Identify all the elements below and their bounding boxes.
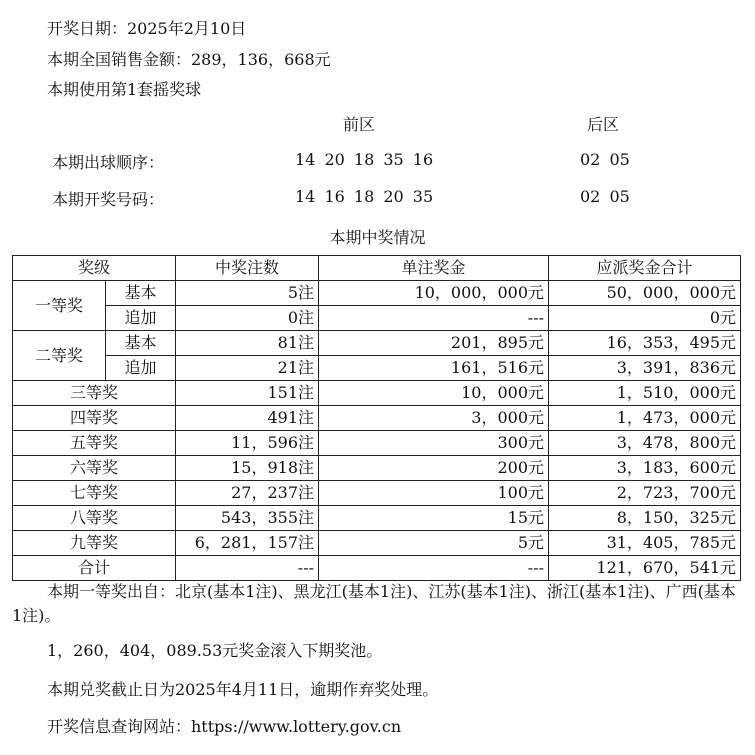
- win-count: 151注: [176, 381, 319, 406]
- prize-table-title: 本期中奖情况: [329, 228, 426, 247]
- ball-set: 本期使用第1套摇奖球: [47, 80, 202, 99]
- unit-prize: 201，895元: [319, 331, 549, 356]
- table-row: [13, 356, 741, 381]
- win-count: 0注: [176, 306, 319, 331]
- win-count: 6，281，157注: [176, 531, 319, 556]
- tier-sub: 基本: [106, 331, 176, 356]
- tier-sub: 追加: [106, 306, 176, 331]
- draw-order-back: 02 05: [580, 150, 630, 169]
- win-count: 81注: [176, 331, 319, 356]
- header-level: 奖级: [13, 256, 176, 281]
- win-count: 491注: [176, 406, 319, 431]
- unit-prize: 161，516元: [319, 356, 549, 381]
- table-row: [13, 531, 741, 556]
- tier-name: 九等奖: [13, 531, 176, 556]
- tier-name: 四等奖: [13, 406, 176, 431]
- tier-name: 六等奖: [13, 456, 176, 481]
- unit-prize: 10，000元: [319, 381, 549, 406]
- front-zone-header: 前区: [343, 115, 376, 134]
- tier-name: 三等奖: [13, 381, 176, 406]
- total-prize: 3，478，800元: [549, 431, 741, 456]
- win-count: 27，237注: [176, 481, 319, 506]
- winning-numbers-back: 02 05: [580, 187, 630, 206]
- total-prize: 0元: [549, 306, 741, 331]
- table-row: [13, 456, 741, 481]
- unit-prize: 10，000，000元: [319, 281, 549, 306]
- tier-name: 五等奖: [13, 431, 176, 456]
- win-count: 21注: [176, 356, 319, 381]
- first-prize-origin: 本期一等奖出自：北京(基本1注)、黑龙江(基本1注)、江苏(基本1注)、浙江(基本1注)、广西(基本1注)。: [12, 582, 736, 625]
- query-website: 开奖信息查询网站：https://www.lottery.gov.cn: [47, 717, 402, 736]
- tier-name: 二等奖: [13, 331, 106, 381]
- total-prize: 3，183，600元: [549, 456, 741, 481]
- table-row: [13, 306, 741, 331]
- draw-date: 开奖日期：2025年2月10日: [47, 19, 247, 38]
- sum-count: ---: [176, 556, 319, 581]
- sum-label: 合计: [13, 556, 176, 581]
- table-row: [13, 481, 741, 506]
- table-header-row: [13, 256, 741, 281]
- total-prize: 31，405，785元: [549, 531, 741, 556]
- winning-numbers-label: 本期开奖号码：: [52, 190, 165, 209]
- draw-order-front: 14 20 18 35 16: [295, 150, 434, 169]
- table-row: [13, 431, 741, 456]
- total-prize: 3，391，836元: [549, 356, 741, 381]
- header-total: 应派奖金合计: [549, 256, 741, 281]
- table-row: [13, 331, 741, 356]
- claim-deadline: 本期兑奖截止日为2025年4月11日，逾期作弃奖处理。: [47, 680, 439, 699]
- total-prize: 1，510，000元: [549, 381, 741, 406]
- winning-numbers-front: 14 16 18 20 35: [295, 187, 434, 206]
- win-count: 15，918注: [176, 456, 319, 481]
- tier-name: 一等奖: [13, 281, 106, 331]
- table-row: [13, 281, 741, 306]
- total-prize: 1，473，000元: [549, 406, 741, 431]
- tier-name: 七等奖: [13, 481, 176, 506]
- sales-amount: 本期全国销售金额：289，136，668元: [47, 50, 331, 69]
- header-count: 中奖注数: [176, 256, 319, 281]
- tier-sub: 追加: [106, 356, 176, 381]
- win-count: 11，596注: [176, 431, 319, 456]
- table-sum-row: [13, 556, 741, 581]
- unit-prize: 15元: [319, 506, 549, 531]
- total-prize: 2，723，700元: [549, 481, 741, 506]
- unit-prize: 300元: [319, 431, 549, 456]
- table-row: [13, 381, 741, 406]
- draw-order-label: 本期出球顺序：: [52, 153, 165, 172]
- unit-prize: ---: [319, 306, 549, 331]
- win-count: 543，355注: [176, 506, 319, 531]
- win-count: 5注: [176, 281, 319, 306]
- unit-prize: 5元: [319, 531, 549, 556]
- sum-prize: ---: [319, 556, 549, 581]
- total-prize: 16，353，495元: [549, 331, 741, 356]
- tier-name: 八等奖: [13, 506, 176, 531]
- rollover-amount: 1，260，404，089.53元奖金滚入下期奖池。: [47, 641, 383, 660]
- total-prize: 8，150，325元: [549, 506, 741, 531]
- sum-total: 121，670，541元: [549, 556, 741, 581]
- table-row: [13, 406, 741, 431]
- unit-prize: 100元: [319, 481, 549, 506]
- prize-table: [12, 255, 741, 581]
- header-prize: 单注奖金: [319, 256, 549, 281]
- tier-sub: 基本: [106, 281, 176, 306]
- unit-prize: 200元: [319, 456, 549, 481]
- table-row: [13, 506, 741, 531]
- back-zone-header: 后区: [587, 115, 620, 134]
- unit-prize: 3，000元: [319, 406, 549, 431]
- total-prize: 50，000，000元: [549, 281, 741, 306]
